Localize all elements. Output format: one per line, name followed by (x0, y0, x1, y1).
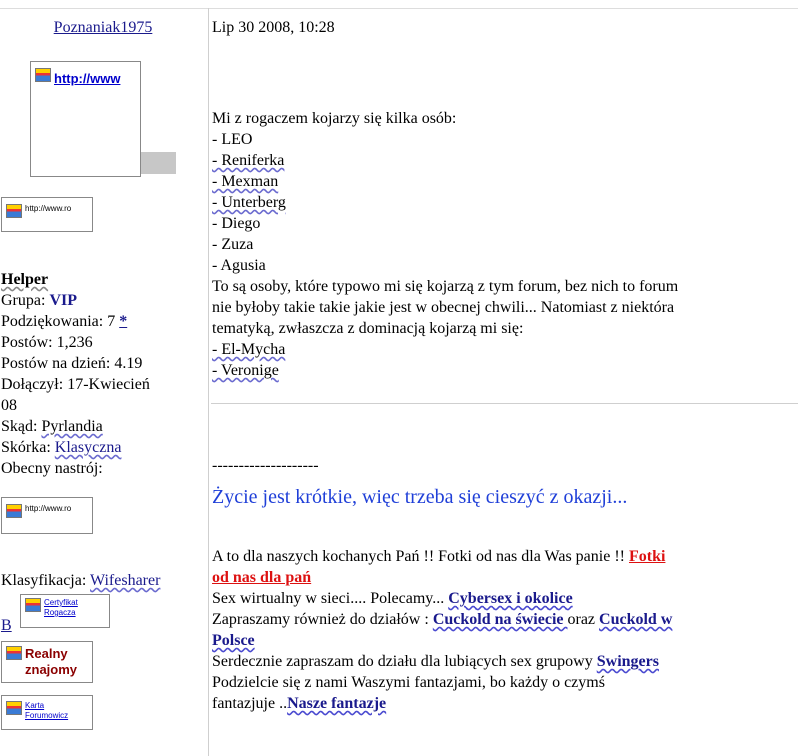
classification-b-link[interactable]: B (1, 617, 12, 634)
list-item: - Unterberg (212, 194, 286, 211)
author-name (0, 17, 206, 38)
broken-image-icon (25, 598, 41, 612)
list-item: - Zuza (212, 236, 254, 253)
cybersex-link[interactable]: Cybersex i okolice (448, 590, 573, 607)
real-friend-image[interactable]: Realny znajomy (1, 641, 93, 683)
signature-lines: A to dla naszych kochanych Pań !! Fotki od nas dla Was panie !! Fotki od nas dla pań Sex wirtualny w sieci.... Polecamy... Cybersex i okolice Zapraszamy również do działów : Cuckold na świecie oraz Cuckold w Polsce Serdecznie zapraszam do działu dla lubiących sex grupowy Swingers Podzielcie się z nami Waszymi fantazjami, bo każdy o czymś fantazjuje ..Nasze fantazje (212, 548, 673, 712)
avatar-grey-tab (141, 152, 176, 174)
signature-divider: -------------------- (212, 457, 319, 474)
forum-card-image[interactable]: Karta Forumowicz (1, 695, 93, 730)
cuckold-world-link[interactable]: Cuckold na świecie (432, 611, 568, 628)
post-date: Lip 30 2008, 10:28 (212, 19, 335, 36)
skin-link[interactable]: Klasyczna (54, 439, 122, 456)
author-info: Helper Grupa: VIP Podziękowania: 7 * Postów: 1,236 Postów na dzień: 4.19 Dołączył: 17-Kwiecień 08 Skąd: Pyrlandia Skórka: Klasyczna Obecny nastrój: (1, 271, 150, 477)
classification: Klasyfikacja: Wifesharer (1, 572, 161, 589)
mood-image: http://www.ro (1, 497, 93, 534)
cuckold-poland-link-cont[interactable]: Polsce (212, 632, 255, 649)
list-item: - LEO (212, 131, 253, 148)
list-item: - Diego (212, 215, 261, 232)
broken-image-icon (6, 504, 22, 518)
author-rank: Helper (1, 271, 49, 288)
list-item: - El-Mycha (212, 341, 286, 358)
certificate-image[interactable]: Certyfikat Rogacza (20, 594, 110, 628)
broken-image-icon (35, 68, 51, 82)
photos-link[interactable]: Fotki (628, 548, 666, 565)
signature-quote: Życie jest krótkie, więc trzeba się cieszyć z okazji... (212, 486, 628, 508)
avatar-alt-link[interactable]: http://www (54, 71, 121, 86)
column-divider (208, 8, 209, 756)
list-item: - Mexman (212, 173, 279, 190)
list-item: - Veronige (212, 362, 279, 379)
classification-b (1, 615, 12, 636)
avatar[interactable] (30, 61, 141, 177)
broken-image-icon (6, 646, 22, 660)
broken-image-icon (6, 701, 22, 715)
group-value: VIP (49, 292, 77, 309)
author-name-link[interactable]: Poznaniak1975 (53, 19, 153, 36)
post-body (211, 9, 798, 404)
badge-image[interactable]: http://www.ro (1, 197, 93, 232)
thanks-star-link[interactable]: * (119, 313, 128, 330)
broken-image-icon (6, 204, 22, 218)
list-item: - Agusia (212, 257, 266, 274)
post-text: Mi z rogaczem kojarzy się kilka osób: - LEO - Reniferka - Mexman - Unterberg - Diego - Zuza - Agusia To są osoby, które typowo mi się kojarzą z tym forum, bez nich to forum nie byłoby takie takie jakie jest w obecnej chwili... Natomiast z niektóra tematyką, zwłaszcza z dominacją kojarzą mi się: - El-Mycha - Veronige (212, 108, 797, 381)
author-panel (0, 9, 206, 756)
swingers-link[interactable]: Swingers (596, 653, 659, 670)
list-item: - Reniferka (212, 152, 285, 169)
fantasies-link[interactable]: Nasze fantazje (287, 695, 387, 712)
classification-link[interactable]: Wifesharer (90, 572, 161, 589)
photos-link-cont[interactable]: od nas dla pań (212, 569, 312, 586)
signature (212, 455, 797, 714)
location-value: Pyrlandia (41, 418, 103, 435)
cuckold-poland-link[interactable]: Cuckold w (599, 611, 673, 628)
post-area (211, 9, 798, 756)
